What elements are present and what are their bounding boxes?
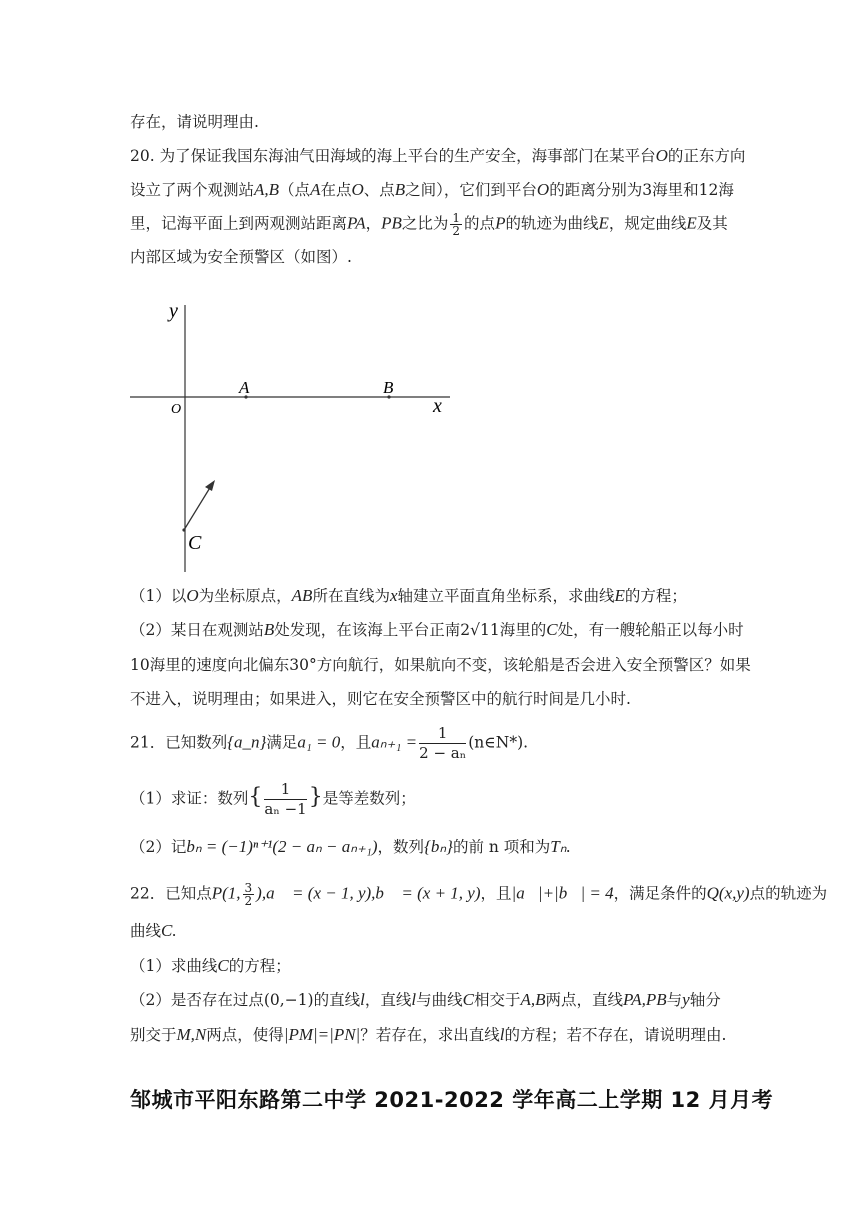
question-20-part-1: （1）以O为坐标原点，AB所在直线为x轴建立平面直角坐标系，求曲线E的方程； bbox=[130, 586, 687, 605]
x-axis-label: x bbox=[433, 395, 442, 417]
point-b-label: B bbox=[383, 378, 394, 397]
question-21-line-1: 21．已知数列{a_n}满足a₁ = 0，且aₙ₊₁ = $\frac{1}{\text{2 − aₙ}}$ (n∈N*). bbox=[130, 724, 529, 762]
question-21-part-1: （1）求证：数列{ $\frac{1}{\text{aₙ −1}}$ }是等差数列； bbox=[130, 780, 416, 818]
coordinate-figure bbox=[125, 300, 455, 580]
question-22-line-2: 曲线C. bbox=[130, 921, 177, 940]
question-20-line-1: 20. 为了保证我国东海油气田海域的海上平台的生产安全，海事部门在某平台O的正东方向 bbox=[130, 146, 746, 165]
question-22-line-1: 22．已知点P(1, $\frac{3}{2}$ ),a⃗ = (x − 1, y),b⃗ = (x + 1, y)，且|a⃗|+|b⃗| = 4，满足条件的Q(x,y)点的轨迹为 bbox=[130, 881, 828, 908]
question-22-part-2-line-1: （2）是否存在过点(0,−1)的直线l，直线l与曲线C相交于A,B两点，直线PA,PB与y轴分 bbox=[130, 990, 721, 1009]
origin-label: O bbox=[171, 402, 182, 417]
question-20-line-4: 内部区域为安全预警区（如图）. bbox=[130, 248, 352, 266]
question-20-line-3: 里，记海平面上到两观测站距离PA，PB之比为 $\frac{1}{2}$ 的点P的轨迹为曲线E，规定曲线E及其 bbox=[130, 211, 728, 238]
question-20-line-2: 设立了两个观测站A,B（点A在点O、点B之间），它们到平台O的距离分别为3海里和12海 bbox=[130, 180, 734, 199]
point-c-label: C bbox=[188, 532, 202, 554]
fraction-three-halves: $\frac{3}{2}$ bbox=[244, 881, 253, 908]
question-20-part-2-line-3: 不进入，说明理由；如果进入，则它在安全预警区中的航行时间是几小时. bbox=[130, 690, 631, 708]
question-22-part-1: （1）求曲线C的方程； bbox=[130, 956, 291, 975]
recurrence-fraction: $\frac{1}{\text{2 − aₙ}}$ bbox=[419, 724, 467, 762]
arrow-head-icon bbox=[205, 480, 215, 491]
question-20-part-2-line-2: 10海里的速度向北偏东30°方向航行，如果航向不变，该轮船是否会进入安全预警区？如果 bbox=[130, 656, 751, 674]
fraction-one-half: $\frac{1}{2}$ bbox=[452, 211, 461, 238]
sequence-fraction: $\frac{1}{\text{aₙ −1}}$ bbox=[264, 780, 307, 818]
text-line: 存在，请说明理由. bbox=[130, 113, 259, 131]
y-axis-label: y bbox=[169, 300, 178, 322]
question-22-part-2-line-2: 别交于M,N两点，使得|PM|=|PN|？若存在，求出直线l的方程；若不存在，请说明理由. bbox=[130, 1025, 727, 1044]
ship-direction-arrow bbox=[184, 486, 211, 530]
question-20-part-2-line-1: （2）某日在观测站B处发现，在该海上平台正南2√11海里的C处，有一艘轮船正以每小时 bbox=[130, 620, 744, 639]
document-title: 邹城市平阳东路第二中学 2021-2022 学年高二上学期 12 月月考 bbox=[130, 1088, 774, 1112]
question-21-part-2: （2）记bₙ = (−1)ⁿ⁺¹(2 − aₙ − aₙ₊₁)，数列{bₙ}的前 n 项和为Tₙ. bbox=[130, 837, 571, 856]
point-a-label: A bbox=[239, 378, 250, 397]
